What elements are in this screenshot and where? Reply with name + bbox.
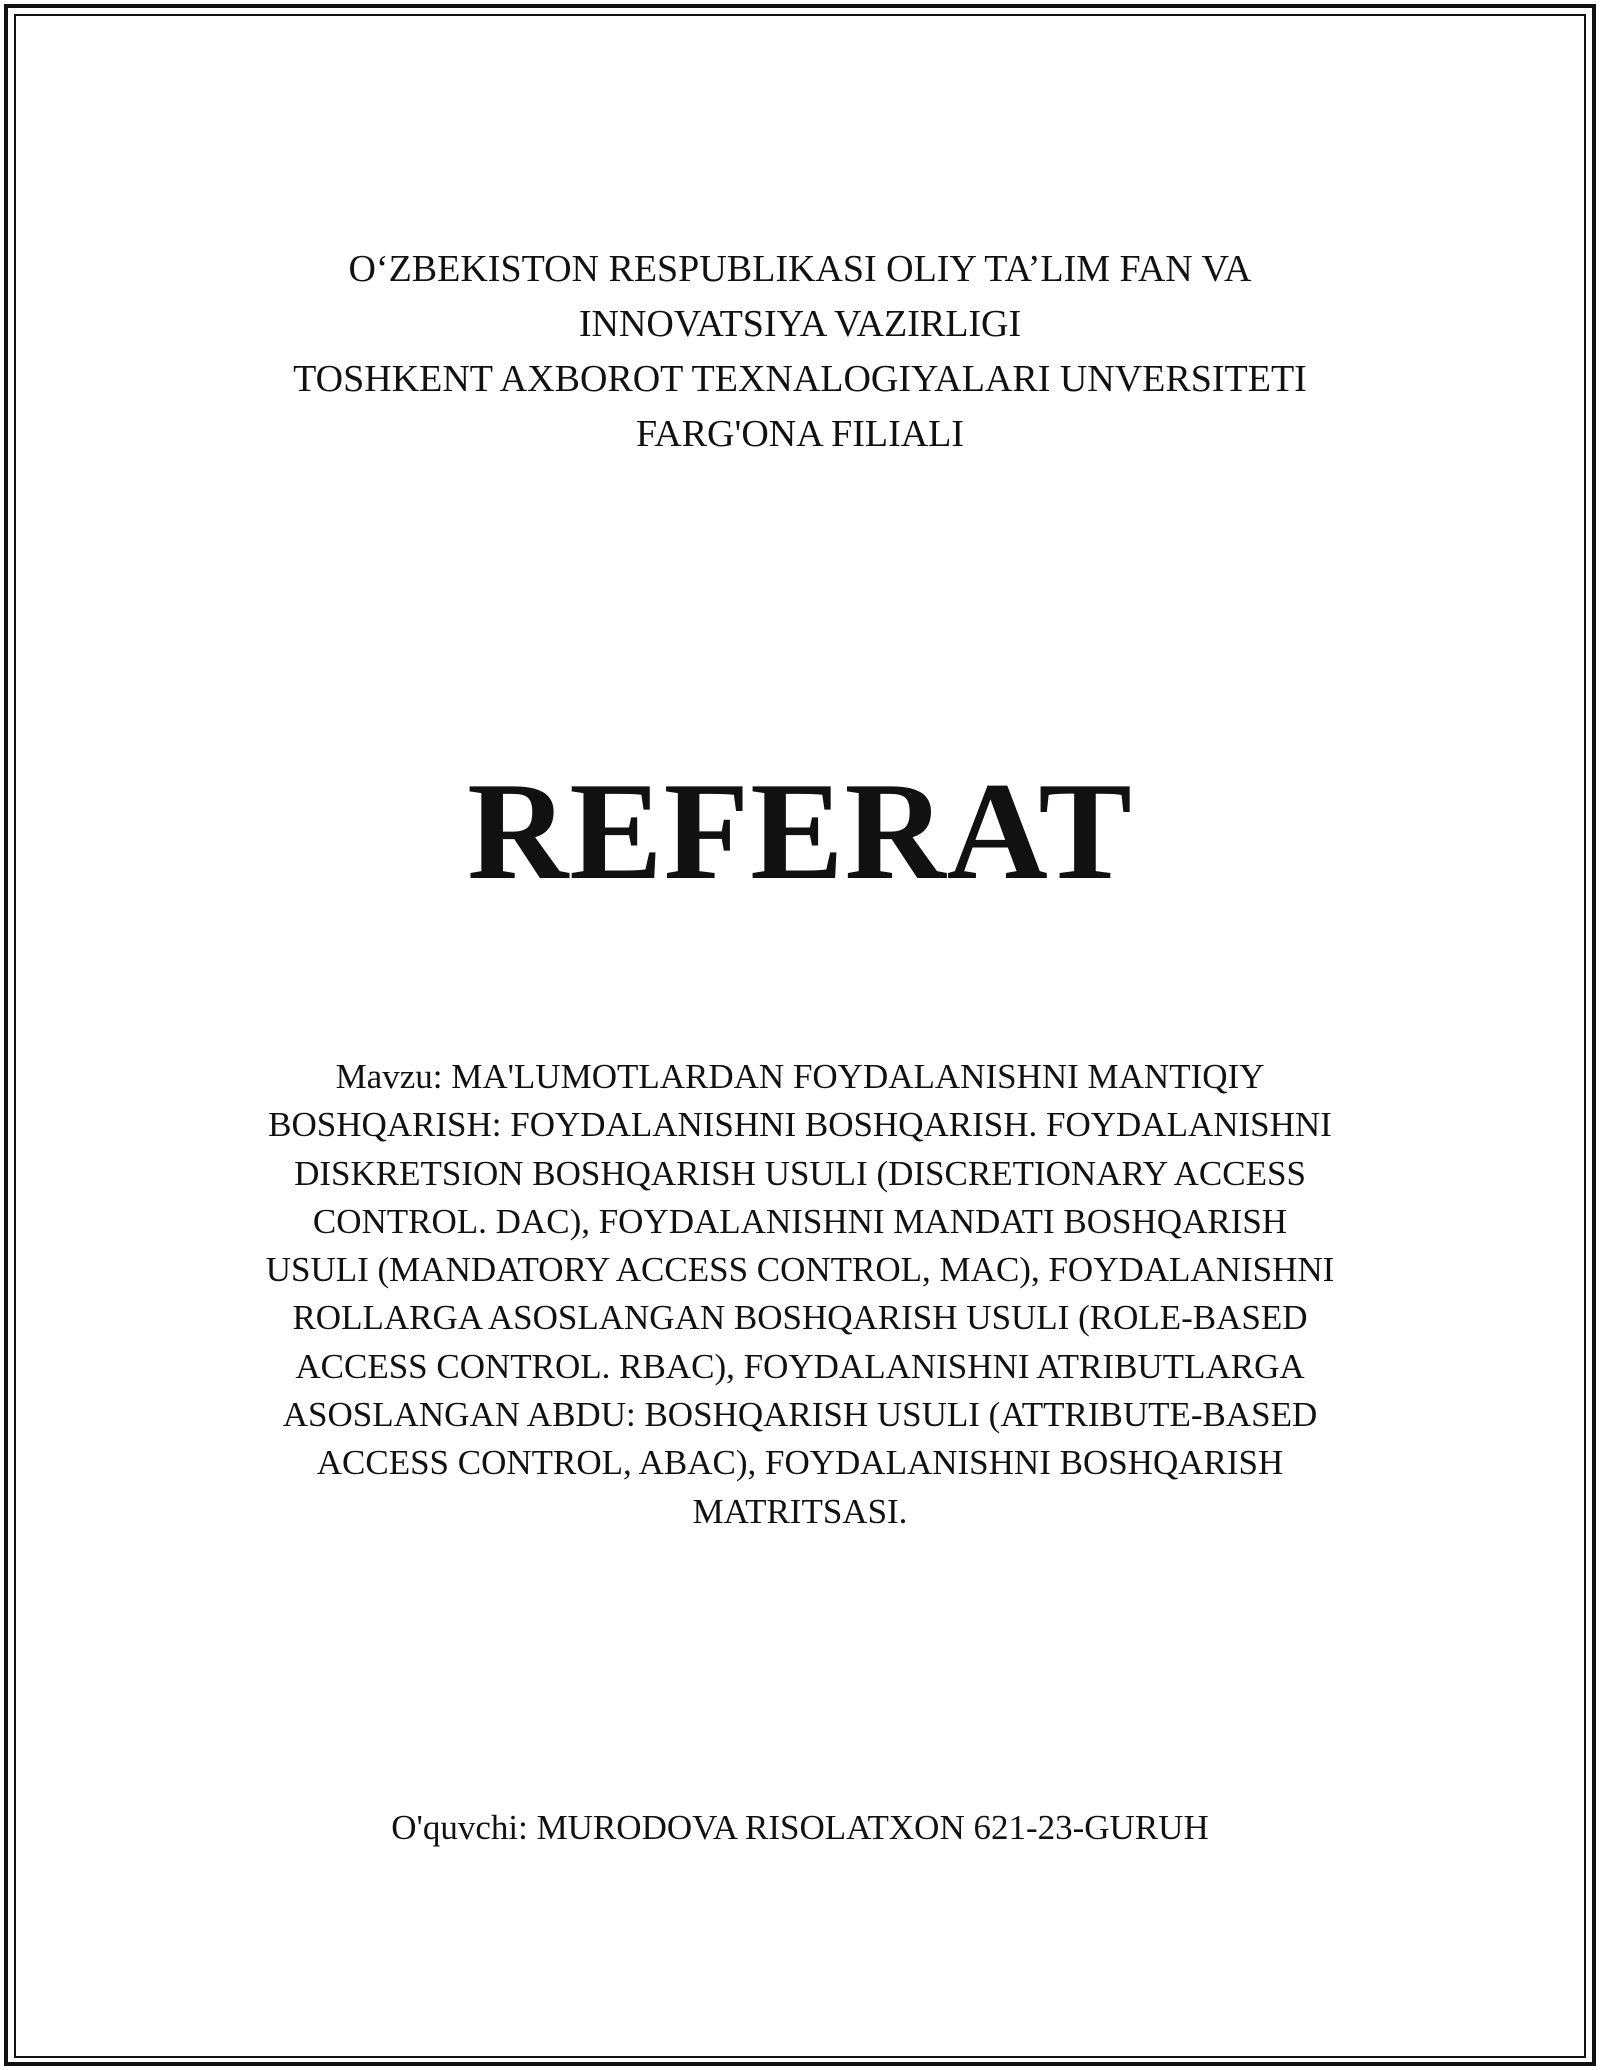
header-line: O‘ZBEKISTON RESPUBLIKASI OLIY TA’LIM FAN VA — [348, 248, 1252, 290]
topic-line: CONTROL. DAC), FOYDALANISHNI MANDATI BOSHQARISH — [312, 1201, 1288, 1241]
student-info: O'quvchi: MURODOVA RISOLATXON 621-23-GURUH — [391, 1808, 1209, 1847]
topic-line: MATRITSASI. — [692, 1491, 908, 1531]
header-line: TOSHKENT AXBOROT TEXNALOGIYALARI UNVERSITETI — [293, 358, 1307, 400]
topic-line: ASOSLANGAN ABDU: BOSHQARISH USULI (ATTRIBUTE-BASED — [282, 1395, 1318, 1435]
topic-line: ROLLARGA ASOSLANGAN BOSHQARISH USULI (ROLE-BASED — [292, 1298, 1308, 1338]
institution-header — [0, 242, 1600, 462]
header-line: FARG'ONA FILIALI — [635, 413, 965, 455]
topic-line: DISKRETSION BOSHQARISH USULI (DISCRETIONARY ACCESS — [294, 1153, 1306, 1193]
header-line: INNOVATSIYA VAZIRLIGI — [578, 303, 1022, 345]
topic-line: ACCESS CONTROL. RBAC), FOYDALANISHNI ATRIBUTLARGA — [295, 1346, 1305, 1386]
topic-line: USULI (MANDATORY ACCESS CONTROL, MAC), FOYDALANISHNI — [265, 1250, 1335, 1290]
topic-block — [0, 1053, 1600, 1536]
topic-line: Mavzu: MA'LUMOTLARDAN FOYDALANISHNI MANTIQIY — [335, 1057, 1265, 1096]
topic-line: ACCESS CONTROL, ABAC), FOYDALANISHNI BOSHQARISH — [316, 1443, 1284, 1483]
document-title: REFERAT — [467, 754, 1133, 909]
topic-line: BOSHQARISH: FOYDALANISHNI BOSHQARISH. FOYDALANISHNI — [268, 1105, 1332, 1145]
